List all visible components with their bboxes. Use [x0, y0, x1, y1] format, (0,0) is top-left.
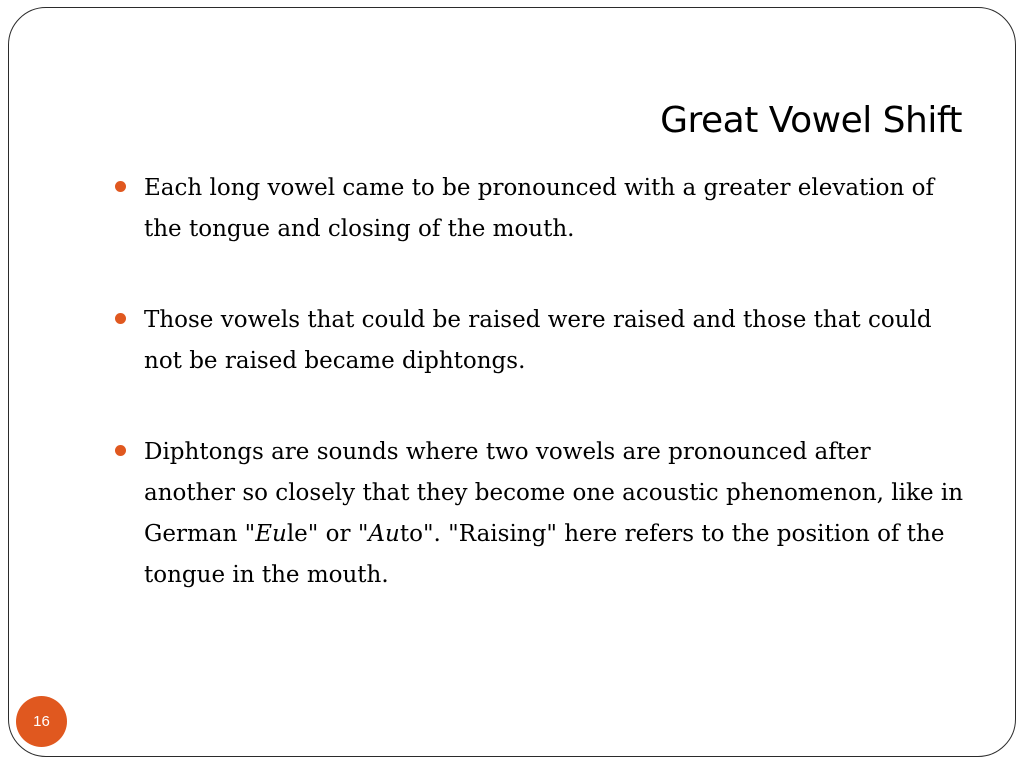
bullet-item — [115, 432, 965, 596]
bullet-item — [115, 168, 965, 250]
bullet-dot-icon — [115, 445, 126, 456]
bullet-text-segment: to". "Raising" here refers to the position of the tongue in the mouth. — [144, 521, 945, 588]
bullet-text: Those vowels that could be raised were raised and those that could not be raised became diphtongs. — [144, 307, 932, 374]
bullet-text-segment: Diphtongs are sounds where two vowels are pronounced after another so closely that they become one acoustic phenomenon, like in German " — [144, 439, 964, 547]
bullet-text-segment: le" or " — [286, 521, 369, 547]
bullet-text-rich — [144, 432, 965, 596]
bullet-text-segment-italic: Au — [368, 521, 400, 547]
bullet-text: Each long vowel came to be pronounced with a greater elevation of the tongue and closing of the mouth. — [144, 175, 934, 242]
page-number-badge: 16 — [16, 696, 67, 747]
bullet-item — [115, 300, 965, 382]
bullet-dot-icon — [115, 181, 126, 192]
bullet-list — [115, 168, 965, 646]
bullet-text-segment-italic: Eu — [255, 521, 287, 547]
slide-title: Great Vowel Shift — [660, 100, 962, 141]
bullet-dot-icon — [115, 313, 126, 324]
